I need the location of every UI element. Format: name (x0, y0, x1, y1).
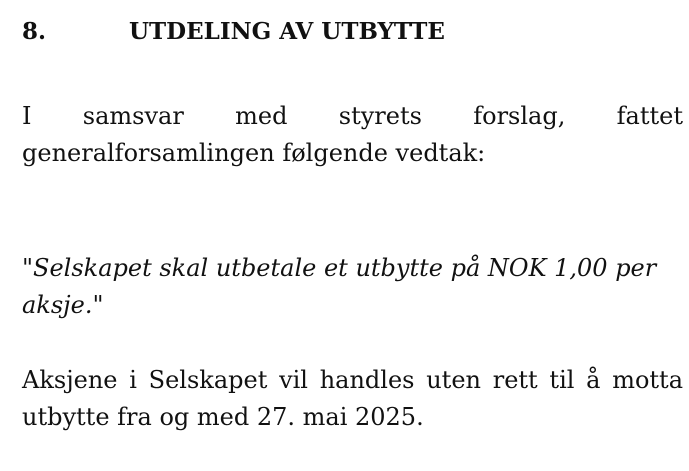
section-number: 8. (22, 18, 47, 45)
ex-dividend-paragraph: Aksjene i Selskapet vil handles uten rett til å motta utbytte fra og med 27. mai 2025. (22, 366, 683, 431)
intro-paragraph: I samsvar med styrets forslag, fattet generalforsamlingen følgende vedtak: (22, 102, 683, 167)
section-heading (22, 16, 445, 48)
document-page (22, 0, 683, 471)
resolution-quote: "Selskapet skal utbetale et utbytte på NOK 1,00 per aksje." (22, 254, 657, 319)
section-title: UTDELING AV UTBYTTE (129, 18, 445, 45)
